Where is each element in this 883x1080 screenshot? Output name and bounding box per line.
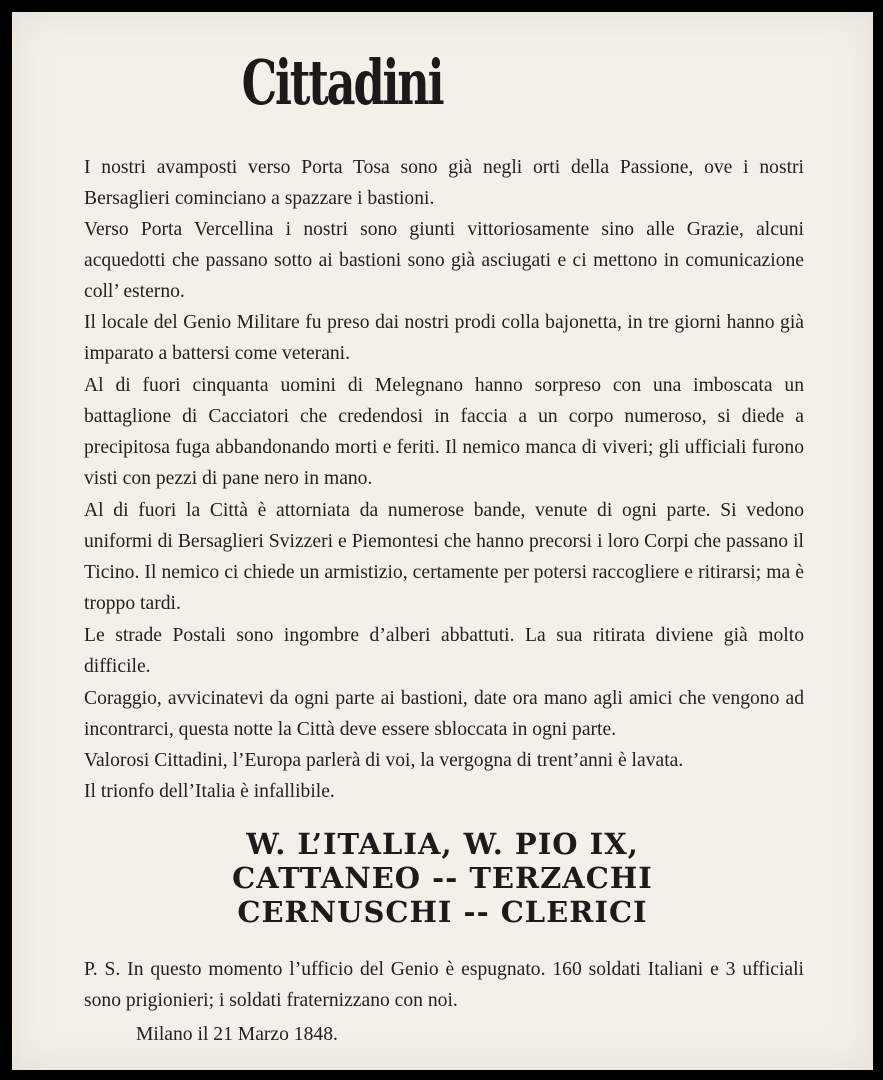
paragraph-8: Valorosi Cittadini, l’Europa parlerà di voi, la vergogna di trent’anni è lavata. (84, 750, 684, 771)
paragraph-5: Al di fuori la Città è attorniata da numerose bande, venute di ogni parte. Si vedono uniformi di Bersaglieri Svizzeri e Piemontesi che hanno precorsi i loro Corpi che passano il Ticino. Il nemico ci chiede un armistizio, certamente per potersi raccogliere e ritirarsi; ma è troppo tardi. (84, 500, 804, 614)
poster-title: Cittadini (241, 46, 443, 119)
acclamation-line-2: CATTANEO -- TERZACHI (232, 861, 653, 895)
acclamation-line-1: W. L’ITALIA, W. PIO IX, (246, 827, 639, 861)
acclamation-line-3: CERNUSCHI -- CLERICI (237, 895, 648, 929)
paragraph-9: Il trionfo dell’Italia è infallibile. (84, 781, 335, 802)
date-line: Milano il 21 Marzo 1848. (136, 1024, 338, 1045)
paragraph-4: Al di fuori cinquanta uomini di Melegnano hanno sorpreso con una imboscata un battaglione di Cacciatori che credendosi in faccia a un corpo numeroso, si diede a precipitosa fuga abbandonando morti e feriti. Il nemico manca di viveri; gli ufficiali furono visti con pezzi di pane nero in mano. (84, 375, 804, 489)
paragraph-1: I nostri avamposti verso Porta Tosa sono già negli orti della Passione, ove i nostri Bersaglieri cominciano a spazzare i bastioni. (84, 157, 804, 209)
paragraph-7: Coraggio, avvicinatevi da ogni parte ai bastioni, date ora mano agli amici che vengono ad incontrarci, questa notte la Città deve essere sbloccata in ogni parte. (84, 688, 804, 740)
paragraph-6: Le strade Postali sono ingombre d’alberi abbattuti. La sua ritirata diviene già molto difficile. (84, 625, 804, 677)
paragraph-2: Verso Porta Vercellina i nostri sono giunti vittoriosamente sino alle Grazie, alcuni acquedotti che passano sotto ai bastioni sono già asciugati e ci mettono in comunicazione coll’ esterno. (84, 219, 804, 302)
poster-sheet (12, 12, 873, 1070)
postscript: P. S. In questo momento l’ufficio del Genio è espugnato. 160 soldati Italiani e 3 ufficiali sono prigionieri; i soldati fraternizzano con noi. (84, 959, 804, 1011)
paragraph-3: Il locale del Genio Militare fu preso dai nostri prodi colla bajonetta, in tre giorni hanno già imparato a battersi come veterani. (84, 312, 804, 364)
